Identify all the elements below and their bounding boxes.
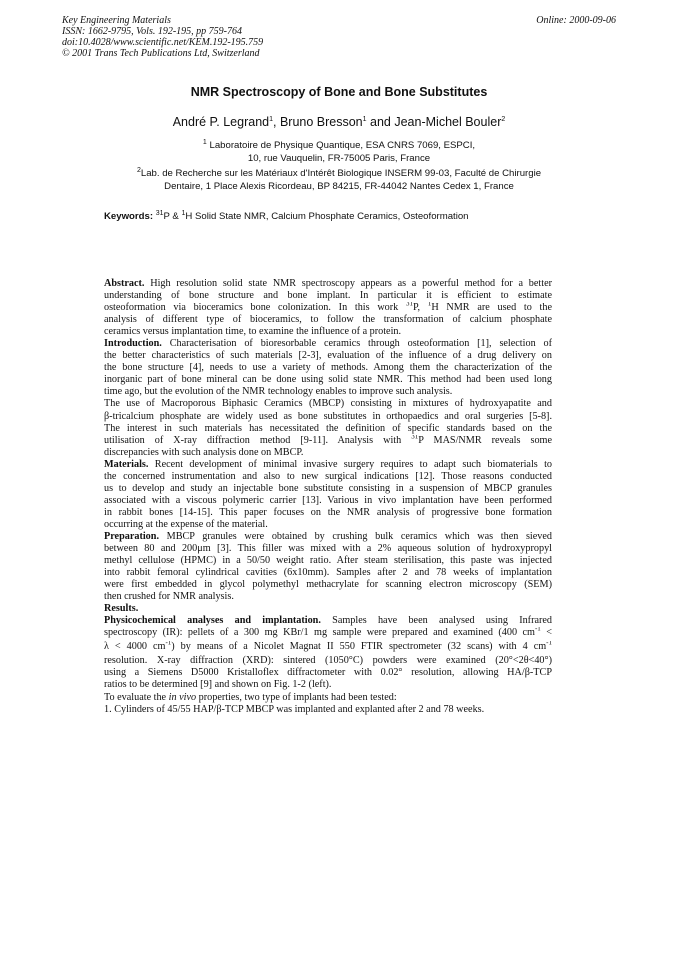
text-run: ) by means of a Nicolet Magnat II 550 FTIR spectrometer (32 scans) with 4 cm bbox=[171, 641, 547, 653]
paper-title: NMR Spectroscopy of Bone and Bone Substitutes bbox=[190, 85, 488, 99]
affiliation-line: Laboratoire de Physique Quantique, ESA CNRS 7069, ESPCI, bbox=[209, 140, 476, 151]
body-text bbox=[104, 278, 552, 716]
affiliation-line: Dentaire, 1 Place Alexis Ricordeau, BP 84215, FR-44042 Nantes Cedex 1, France bbox=[164, 180, 514, 192]
physico-line: using a Siemens D5000 Kristalloflex diffractometer with 0.02° resolution, allowing HA/β-TCP bbox=[104, 667, 552, 679]
issn-line: ISSN: 1662-9795, Vols. 192-195, pp 759-764 bbox=[62, 26, 242, 37]
keywords bbox=[104, 211, 469, 222]
preparation-line: were first embedded in glycol polymethyl methacrylate for scanning electron microscopy (SEM) bbox=[104, 579, 552, 591]
affiliation-number: 1 bbox=[202, 138, 207, 146]
author-separator: and bbox=[366, 115, 395, 129]
text-run: H NMR are used to the bbox=[431, 302, 552, 314]
intro-line: the bone structure [4], needs to use a variety of methods. Among them the characterization of the bbox=[104, 362, 552, 374]
text-run: Recent development of minimal invasive surgery requires to adapt such biomaterials to bbox=[154, 458, 552, 470]
intro-line: inorganic part of bone mineral can be done using solid state NMR. This method had been used long bbox=[104, 374, 552, 386]
doi-link[interactable]: doi:10.4028/www.scientific.net/KEM.192-195.759 bbox=[62, 37, 264, 48]
section-heading-physicochemical: Physicochemical analyses and implantation. bbox=[104, 615, 321, 627]
abstract-line: analysis of different type of bioceramics, to follow the transformation of calcium phosphate bbox=[104, 314, 552, 326]
abstract-line: understanding of bone structure and bone implant. In particular it is efficient to estimate bbox=[104, 290, 552, 302]
journal-name: Key Engineering Materials bbox=[62, 15, 171, 26]
text-run: properties, two type of implants had been tested: bbox=[196, 691, 397, 703]
materials-line: the concerned instrumentation and also to new surgical indications [12]. Those reasons conducted bbox=[104, 470, 552, 482]
list-item: 1. Cylinders of 45/55 HAP/β-TCP MBCP was implanted and explanted after 2 and 78 weeks. bbox=[104, 703, 485, 715]
abstract-line bbox=[104, 278, 552, 290]
affiliation-marker: 1 bbox=[269, 115, 273, 123]
section-heading-materials: Materials. bbox=[104, 458, 149, 470]
abstract-line: ceramics versus implantation time, to examine the influence of a protein. bbox=[104, 326, 402, 338]
preparation-line: between 80 and 200μm [3]. This filler was mixed with a 2% aqueous solution of hydroxypropyl bbox=[104, 543, 552, 555]
physico-line bbox=[104, 692, 552, 704]
online-date: Online: 2000-09-06 bbox=[536, 15, 616, 26]
section-heading-results: Results. bbox=[104, 603, 139, 615]
keyword-text: H Solid State NMR, Calcium Phosphate Ceramics, Osteoformation bbox=[185, 211, 469, 222]
text-run: High resolution solid state NMR spectroscopy appears as a powerful method for a better bbox=[150, 278, 552, 289]
text-run: λ < 4000 cm bbox=[104, 641, 166, 653]
author-name: Bruno Bresson bbox=[279, 115, 363, 129]
isotope-superscript: 31 bbox=[411, 434, 419, 441]
preparation-line: methyl cellulose (HPMC) in a 50/50 weight ratio. After steam sterilisation, this paste was injected bbox=[104, 555, 552, 567]
italic-text: in vivo bbox=[168, 691, 197, 703]
preparation-line: then crushed for NMR analysis. bbox=[104, 591, 234, 603]
journal-header bbox=[62, 15, 263, 59]
author-name: Jean-Michel Bouler bbox=[394, 115, 502, 129]
isotope-superscript: 31 bbox=[406, 302, 413, 308]
text-run: P, bbox=[413, 302, 428, 314]
preparation-line bbox=[104, 531, 552, 543]
section-heading-abstract: Abstract. bbox=[104, 278, 145, 289]
materials-line bbox=[104, 459, 552, 471]
author-name: André P. Legrand bbox=[172, 115, 270, 129]
intro-line: β-tricalcium phosphate are widely used as bone substitutes in orthopaedics and oral surgeries [5-8]. bbox=[104, 410, 552, 422]
keyword-text: P & bbox=[163, 211, 182, 222]
affiliation-marker: 2 bbox=[501, 115, 506, 123]
intro-line: discrepancies with such analysis done on MBCP. bbox=[104, 446, 304, 458]
physico-line bbox=[104, 627, 552, 641]
superscript: -1 bbox=[546, 641, 552, 647]
isotope-superscript: 31 bbox=[155, 209, 164, 217]
materials-line: in rabbit bones [14-15]. This paper focuses on the NMR analysis of progressive bone formation bbox=[104, 506, 552, 518]
superscript: -1 bbox=[165, 641, 172, 647]
intro-line bbox=[104, 435, 552, 447]
intro-line: The interest in such materials has necessitated the definition of specific standards based on the bbox=[104, 422, 552, 434]
physico-line bbox=[104, 615, 552, 627]
text-run: P MAS/NMR reveals some bbox=[418, 434, 552, 446]
affiliation-marker: 1 bbox=[362, 115, 367, 123]
intro-line bbox=[104, 338, 552, 350]
isotope-superscript: 1 bbox=[181, 209, 186, 217]
text-run: < bbox=[540, 627, 552, 639]
superscript: -1 bbox=[534, 627, 541, 633]
materials-line: associated with a viscous polymeric carrier [13]. Various in vivo implantation have been performed bbox=[104, 494, 552, 506]
affiliation-1 bbox=[0, 140, 678, 165]
affiliation-2 bbox=[0, 168, 678, 193]
text-run: utilisation of X-ray diffraction method [9-11]. Analysis with bbox=[104, 434, 412, 446]
intro-line: The use of Macroporous Biphasic Ceramics (MBCP) consisting in mixtures of hydroxyapatite and bbox=[104, 398, 552, 410]
preparation-line: into rabbit femoral cylindrical cavities (6x10mm). Samples after 2 and 78 weeks of implantation bbox=[104, 567, 552, 579]
materials-line: occurring at the expense of the material. bbox=[104, 518, 268, 530]
materials-line: us to develop and study an injectable bone substitute consisting in a suspension of MBCP granules bbox=[104, 482, 552, 494]
author-separator: , bbox=[273, 115, 280, 129]
affiliation-number: 2 bbox=[136, 166, 141, 174]
copyright-line: © 2001 Trans Tech Publications Ltd, Switzerland bbox=[62, 48, 260, 59]
physico-line: ratios to be determined [9] and shown on Fig. 1-2 (left). bbox=[104, 679, 332, 691]
results-line bbox=[104, 603, 552, 615]
section-heading-preparation: Preparation. bbox=[104, 530, 159, 542]
text-run: To evaluate the bbox=[104, 691, 169, 703]
text-run: spectroscopy (IR): pellets of a 300 mg KBr/1 mg sample were prepared and examined (400 cm bbox=[104, 627, 535, 639]
isotope-superscript: 1 bbox=[427, 302, 432, 308]
abstract-line bbox=[104, 302, 552, 314]
text-run: MBCP granules were obtained by crushing bulk ceramics which was then sieved bbox=[166, 530, 552, 542]
text-run: Samples have been analysed using Infrared bbox=[332, 615, 552, 627]
section-heading-introduction: Introduction. bbox=[104, 338, 162, 350]
affiliation-line: Lab. de Recherche sur les Matériaux d'Intérêt Biologique INSERM 99-03, Faculté de Chirurgie bbox=[140, 168, 542, 179]
intro-line: time ago, but the evolution of the NMR technology enables to improve such analysis. bbox=[104, 386, 453, 398]
keywords-label: Keywords: bbox=[104, 211, 154, 222]
affiliation-line: 10, rue Vauquelin, FR-75005 Paris, France bbox=[247, 152, 431, 164]
text-run: osteoformation via bioceramics bone colonization. In this work bbox=[104, 302, 406, 314]
intro-line: the better characteristics of such materials [2-3], evaluation of the influence of a drug delivery on bbox=[104, 350, 552, 362]
text-run: Characterisation of bioresorbable ceramics through osteoformation [1], selection of bbox=[169, 338, 552, 350]
author-list bbox=[0, 115, 678, 129]
physico-line: resolution. X-ray diffraction (XRD): sintered (1050°C) powders were examined (20°<2θ<40°) bbox=[104, 655, 552, 667]
physico-line bbox=[104, 641, 552, 655]
